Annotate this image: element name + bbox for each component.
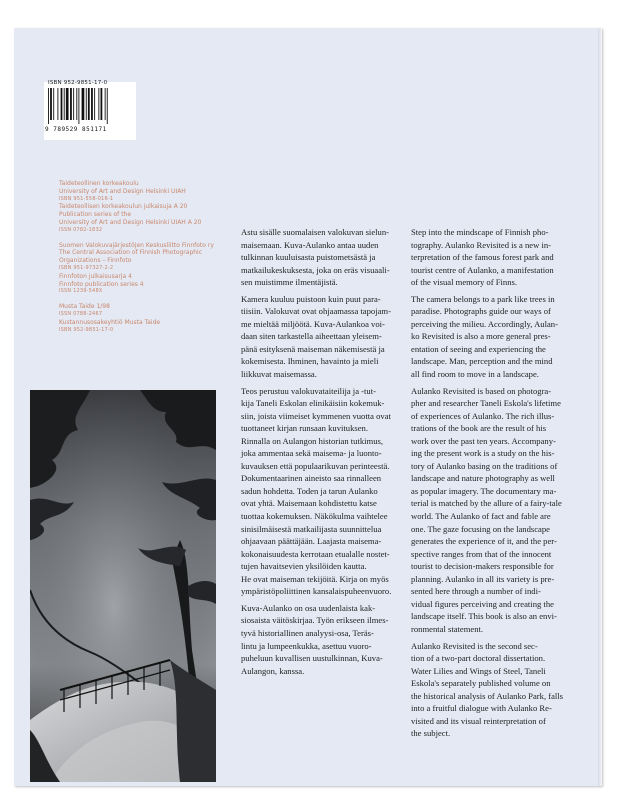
text-line: tiisiin. Valokuvat ovat ohjaamassa tapojam- <box>241 306 391 317</box>
text-line: tulkinnan kuuluisasta puistometsästä ja <box>241 252 376 263</box>
text-line: sinisilmäisestä matkailijasta suunnittelua <box>241 523 382 534</box>
text-line: daan siten tarkastella aiheettaan yleisem- <box>241 331 382 342</box>
barcode-bar <box>61 88 63 120</box>
text-line: Teos perustuu valokuvataiteilija ja -tut- <box>241 385 376 396</box>
text-line: tuottaa kokemuksen. Näkökulma vaihtelee <box>241 511 388 522</box>
imprint-line: University of Art and Design Helsinki UIAH <box>59 187 186 195</box>
barcode-bar <box>76 88 77 120</box>
cover-edge <box>598 28 602 786</box>
barcode-bar <box>94 88 95 120</box>
text-line: landscape and nature photography as well <box>411 473 555 484</box>
publisher-imprint <box>59 180 229 334</box>
barcode-bar <box>82 88 85 120</box>
text-line: tuottaneet kirjan runsaan kuvituksen. <box>241 423 368 434</box>
imprint-line: Musta Taide 1/98 <box>59 303 110 311</box>
barcode-bar <box>105 88 106 120</box>
text-line: Kamera kuuluu puistoon kuin puut para- <box>241 293 381 304</box>
text-line: into a fruitful dialogue with Aulanko Re- <box>411 703 552 714</box>
text-line: ovat yhtä. Maisemaan kohdistettu katse <box>241 498 377 509</box>
text-line: tourist to decision-makers responsible for <box>411 561 554 572</box>
imprint-line: Kustannusosakeyhtiö Musta Taide <box>59 318 161 326</box>
text-line: kuvauksen että populaarikuvan perinteestä. <box>241 460 390 471</box>
text-line: tourist centre of Aulanko, a manifestation <box>411 264 554 275</box>
text-line: tography. Aulanko Revisited is a new in- <box>411 239 552 250</box>
imprint-line: Organizations – Finnfoto <box>59 257 132 265</box>
text-line: entation of seeing and experiencing the <box>411 343 546 354</box>
text-line: siosaista väitöskirjaa. Työn erikseen ilmes- <box>241 615 389 626</box>
text-line: ympäristöpoliittinen kansalaispuheenvuoro. <box>241 586 392 597</box>
barcode-bar <box>70 88 72 120</box>
text-line: visited and its visual reinterpretation of <box>411 715 546 726</box>
imprint-line: ISBN 951-558-016-1 <box>59 195 114 202</box>
text-line: as popular imagery. The documentary ma- <box>411 485 557 496</box>
text-line: world. The Aulanko of fact and fable are <box>411 511 551 522</box>
text-line: kokemisesta. Ihminen, havainto ja mieli <box>241 356 379 367</box>
text-line: planning. Aulanko in all its variety is pre- <box>411 573 555 584</box>
imprint-spacer <box>59 235 229 242</box>
barcode-bar <box>107 88 108 124</box>
text-line: pher and researcher Taneli Eskola's lifetime <box>411 398 561 409</box>
text-line: terpretation of the famous forest park and <box>411 252 554 263</box>
imprint-spacer <box>59 296 229 303</box>
text-line: sadun hohdetta. Toden ja tarun Aulanko <box>241 485 378 496</box>
english-description <box>411 226 591 740</box>
imprint-line: Taideteollisen korkeakoulun julkaisuja A 20 <box>59 203 188 211</box>
text-line: of experiences of Aulanko. The rich illus- <box>411 410 555 421</box>
barcode-bar <box>88 88 90 120</box>
imprint-line: ISBN 951-97327-2-2 <box>59 264 114 271</box>
text-line: Eskola's separately published volume on <box>411 678 551 689</box>
barcode-bar <box>57 88 58 120</box>
barcode-bar <box>78 88 79 124</box>
text-line: vidual figures perceiving and creating the <box>411 598 554 609</box>
barcode-bar <box>53 88 54 120</box>
text-line: joka ammentaa sekä maisema- ja luonto- <box>241 448 382 459</box>
text-line: pänä esityksenä maiseman näkemisestä ja <box>241 343 385 354</box>
barcode-bar <box>50 88 52 120</box>
text-line: tujen havaitsevien yksilöiden kautta. <box>241 561 367 572</box>
text-line: paradise. Photographs guide our ways of <box>411 306 551 317</box>
text-line: trations of the book are the result of his <box>411 423 547 434</box>
barcode-bar <box>48 88 49 124</box>
text-line: all find room to move in a landscape. <box>411 369 539 380</box>
imprint-line: ISSN 0782-1832 <box>59 226 103 233</box>
barcode-digits: 9 789529 851171 <box>45 126 107 133</box>
imprint-line: University of Art and Design Helsinki UIAH A 20 <box>59 218 202 226</box>
imprint-line: ISSN 0788-2467 <box>59 310 103 317</box>
imprint-line: Taideteollinen korkeakoulu <box>59 180 139 187</box>
text-line: tyvä historiallinen analyysi-osa, Teräs- <box>241 627 374 638</box>
text-line: Water Lilies and Wings of Steel, Taneli <box>411 665 546 676</box>
text-line: Aulanko Revisited is based on photogra- <box>411 385 552 396</box>
text-line: ing the present work is a study on the his- <box>411 448 555 459</box>
barcode-isbn-label: ISBN 952-9851-17-0 <box>48 80 108 86</box>
text-line: sented here through a number of indi- <box>411 586 541 597</box>
text-line: generates the experience of it, and the per- <box>411 536 557 547</box>
text-line: me mieltää miljöötä. Kuva-Aulankoa voi- <box>241 318 385 329</box>
barcode-bars <box>48 88 132 124</box>
barcode-bar <box>66 88 69 120</box>
text-line: maisemaan. Kuva-Aulanko antaa uuden <box>241 239 379 250</box>
barcode-bar <box>91 88 93 120</box>
text-line: Aulangon, kanssa. <box>241 665 305 676</box>
text-line: work over the past ten years. Accompany- <box>411 435 556 446</box>
text-line: Step into the mindscape of Finnish pho- <box>411 227 549 237</box>
text-line: perceiving the milieu. Accordingly, Aulan- <box>411 318 558 329</box>
barcode-bar <box>101 88 103 120</box>
barcode-bar <box>98 88 99 120</box>
text-line: of the visual memory of Finns. <box>411 277 517 288</box>
finnish-description <box>241 226 401 677</box>
text-line: spective ranges from that of the innocent <box>411 548 552 559</box>
barcode-bar <box>64 88 65 120</box>
text-line: lintu ja lumpeenkukka, asettuu vuoro- <box>241 640 372 651</box>
barcode-bar <box>86 88 87 120</box>
imprint-line: Publication series of the <box>59 211 132 219</box>
text-line: sen muistimme ilmentäjistä. <box>241 277 338 288</box>
text-line: Aulanko Revisited is the second sec- <box>411 640 538 651</box>
text-line: Rinnalla on Aulangon historian tutkimus, <box>241 435 384 446</box>
text-line: ronmental statement. <box>411 623 484 634</box>
text-line: tory of Aulanko basing on the traditions of <box>411 460 558 471</box>
text-line: Dokumentaarinen aineisto saa rinnalleen <box>241 473 382 484</box>
text-line: He ovat maiseman tekijöitä. Kirja on myös <box>241 573 389 584</box>
text-line: terial is matched by the allure of a fairy-tale <box>411 498 562 509</box>
text-line: landscape itself. This book is also an envi- <box>411 611 557 622</box>
text-line: siin, joista viimeiset kymmenen vuotta ovat <box>241 410 391 421</box>
imprint-line: Finnfoto publication series 4 <box>59 280 144 288</box>
text-line: The camera belongs to a park like trees in <box>411 293 555 304</box>
text-line: ko Revisited is also a more general pres- <box>411 331 551 342</box>
cover-photograph <box>30 390 216 782</box>
text-line: tion of a two-part doctoral dissertation. <box>411 653 546 664</box>
text-line: kija Taneli Eskolan elinikäisiin kokemuk- <box>241 398 385 409</box>
text-line: puheluun kuvallisen uustulkinnan, Kuva- <box>241 653 383 664</box>
text-line: Astu sisälle suomalaisen valokuvan sielun- <box>241 227 389 237</box>
isbn-barcode <box>44 82 136 140</box>
text-line: ohjaavaan päättäjään. Laajasta maisema- <box>241 536 382 547</box>
imprint-line: The Central Association of Finnish Photographic <box>59 249 203 257</box>
text-line: kokonaisuudesta kerrotaan etualalle nostet- <box>241 548 390 559</box>
text-line: liikkuvat maisemassa. <box>241 369 317 380</box>
text-line: matkailukeskuksesta, joka on eräs visuaali- <box>241 264 390 275</box>
imprint-line: Suomen Valokuvajärjestöjen Keskusliitto Finnfoto ry <box>59 241 214 249</box>
imprint-line: Finnfoton julkaisusarja 4 <box>59 272 132 280</box>
text-line: landscape. Man, perception and the mind <box>411 356 553 367</box>
imprint-line: ISSN 1239-548X <box>59 288 103 295</box>
text-line: the historical analysis of Aulanko Park, falls <box>411 690 564 701</box>
barcode-bar <box>73 88 74 120</box>
imprint-line: ISBN 952-9851-17-0 <box>59 326 114 333</box>
text-line: one. The gaze focusing on the landscape <box>411 523 550 534</box>
text-line: the subject. <box>411 728 451 739</box>
text-line: Kuva-Aulanko on osa uudenlaista kak- <box>241 602 376 613</box>
